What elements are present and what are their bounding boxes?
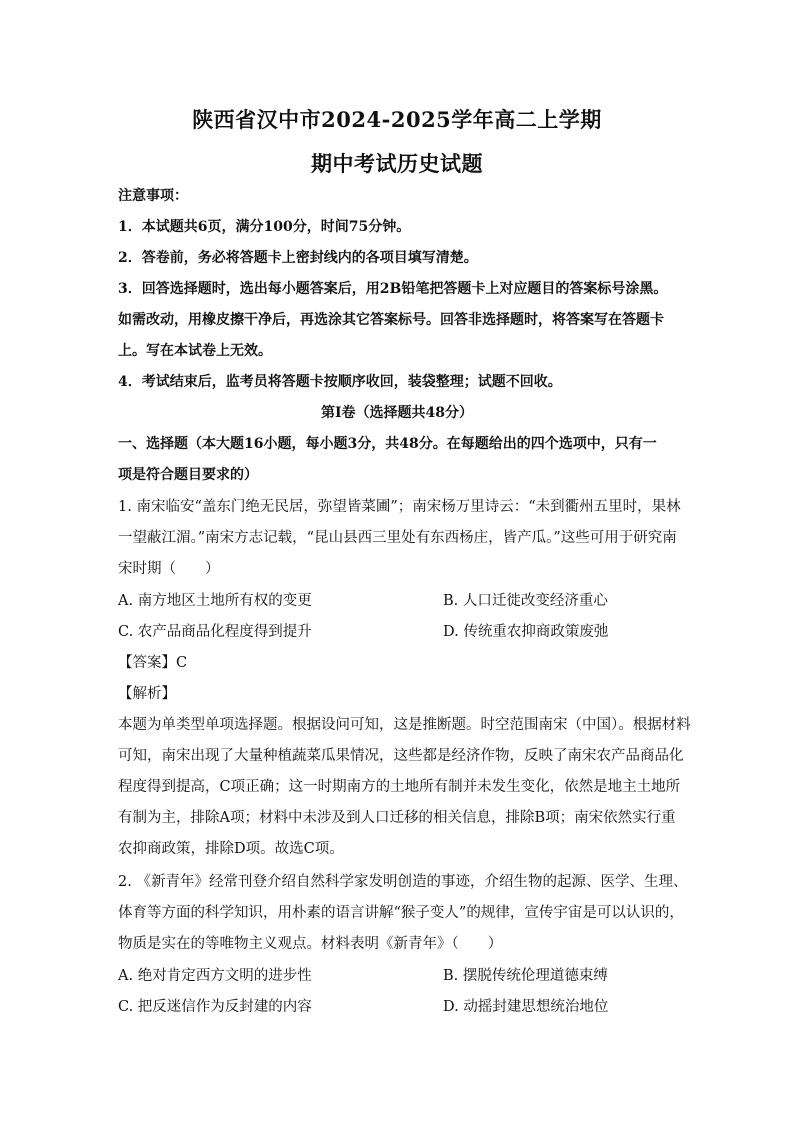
question-stem: 一望蔽江湄。”南宋方志记载，“昆山县西三里处有东西杨庄，皆产瓜。”这些可用于研究南 [118, 530, 677, 546]
analysis-text: 可知，南宋出现了大量种植蔬菜瓜果情况，这些都是经济作物，反映了南宋农产品商品化 [118, 748, 684, 764]
part-title: 第Ⅰ卷（选择题共48分） [320, 405, 474, 421]
option-b: B. 人口迁徙改变经济重心 [443, 593, 608, 609]
analysis-label: 【解析】 [118, 686, 176, 702]
page-title: 陕西省汉中市2024-2025学年高二上学期 [192, 107, 602, 132]
note-item: 3．回答选择题时，选出每小题答案后，用2B铅笔把答题卡上对应题目的答案标号涂黑。 [118, 281, 668, 297]
option-a: A. 南方地区土地所有权的变更 [118, 593, 312, 609]
option-d: D. 传统重农抑商政策废弛 [443, 624, 609, 640]
question-stem: 体育等方面的科学知识，用朴素的语言讲解“猴子变人”的规律，宣传宇宙是可以认识的， [118, 905, 684, 921]
analysis-text: 农抑商政策，排除D项。故选C项。 [118, 841, 344, 857]
analysis-text: 程度得到提高，C项正确；这一时期南方的土地所有制并未发生变化，依然是地主土地所 [118, 779, 681, 795]
option-a: A. 绝对肯定西方文明的进步性 [118, 968, 312, 984]
question-stem: 宋时期（ ） [118, 561, 220, 577]
question-stem: 2. 《新青年》经常刊登介绍自然科学家发明创造的事迹，介绍生物的起源、医学、生理、 [118, 874, 688, 890]
notes-heading: 注意事项： [118, 188, 188, 204]
note-item: 上。写在本试卷上无效。 [118, 343, 272, 359]
page-subtitle: 期中考试历史试题 [311, 151, 483, 176]
analysis-text: 本题为单类型单项选择题。根据设问可知，这是推断题。时空范围南宋（中国）。根据材料 [118, 717, 691, 733]
option-c: C. 农产品商品化程度得到提升 [118, 624, 312, 640]
option-b: B. 摆脱传统伦理道德束缚 [443, 968, 608, 984]
note-item: 4．考试结束后，监考员将答题卡按顺序收回，装袋整理；试题不回收。 [118, 374, 562, 390]
option-d: D. 动摇封建思想统治地位 [443, 999, 609, 1015]
note-item: 如需改动，用橡皮擦干净后，再选涂其它答案标号。回答非选择题时，将答案写在答题卡 [118, 312, 664, 328]
section-instructions: 一、选择题（本大题16小题，每小题3分，共48分。在每题给出的四个选项中，只有一 [118, 436, 657, 452]
analysis-text: 有制为主，排除A项；材料中未涉及到人口迁移的相关信息，排除B项；南宋依然实行重 [118, 810, 676, 826]
note-item: 1．本试题共6页，满分100分，时间75分钟。 [118, 219, 411, 235]
note-item: 2．答卷前，务必将答题卡上密封线内的各项目填写清楚。 [118, 250, 478, 266]
answer-label: 【答案】C [118, 655, 188, 671]
section-instructions: 项是符合题目要求的） [118, 467, 258, 483]
question-stem: 物质是实在的等唯物主义观点。材料表明《新青年》（ ） [118, 936, 503, 952]
option-c: C. 把反迷信作为反封建的内容 [118, 999, 312, 1015]
question-stem: 1. 南宋临安“盖东门绝无民居，弥望皆菜圃”；南宋杨万里诗云：“未到衢州五里时，果林 [118, 499, 681, 515]
